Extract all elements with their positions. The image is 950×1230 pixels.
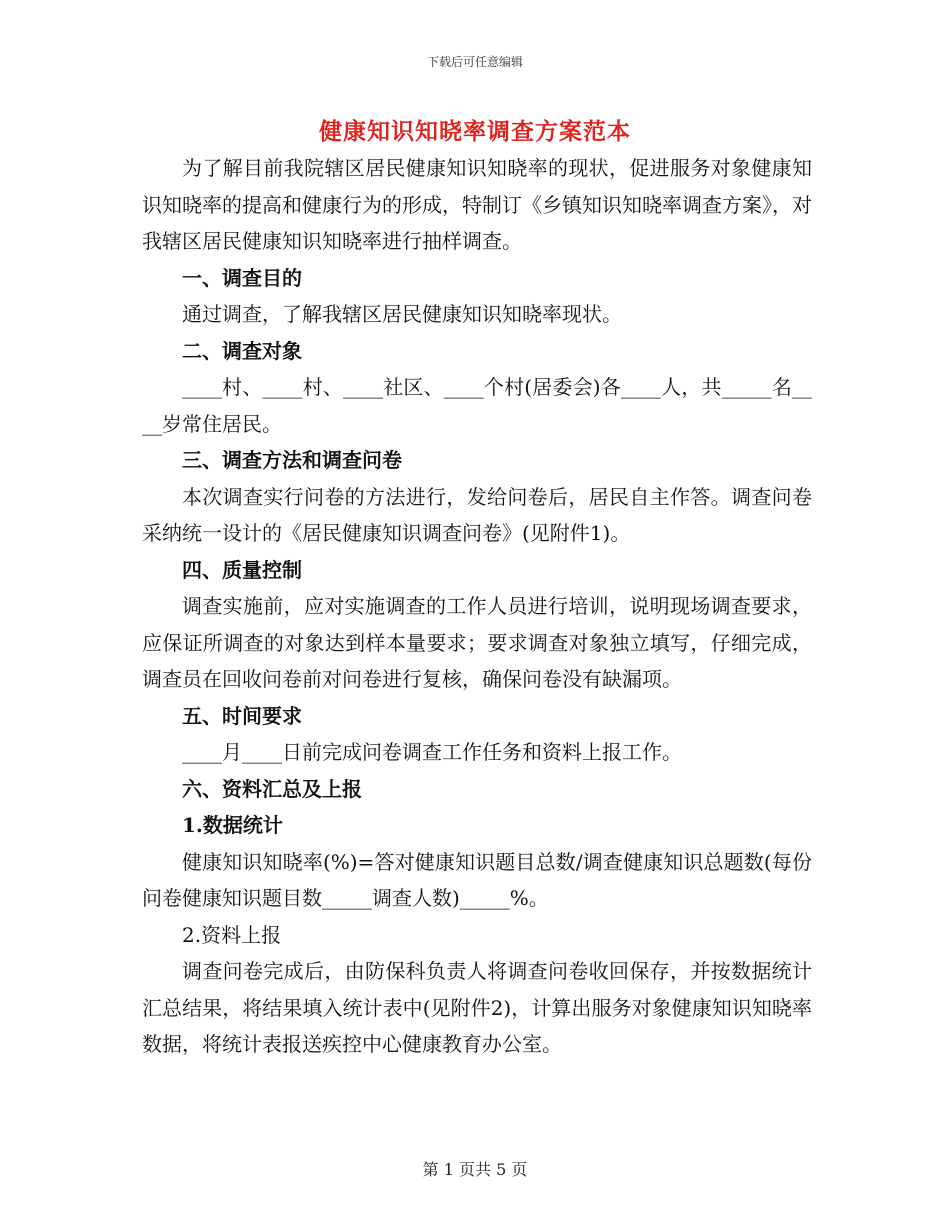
section-heading-summary: 六、资料汇总及上报 <box>182 776 362 801</box>
subsection-heading-statistics: 1.数据统计 <box>182 813 283 837</box>
section-text-quality: 调查实施前，应对实施调查的工作人员进行培训，说明现场调查要求，应保证所调查的对象达到样本量要求；要求调查对象独立填写，仔细完成，调查员在回收问卷前对问卷进行复核，确保问卷没有缺漏项。 <box>142 594 812 691</box>
intro-paragraph: 为了解目前我院辖区居民健康知识知晓率的现状，促进服务对象健康知识知晓率的提高和健康行为的形成，特制订《乡镇知识知晓率调查方案》，对我辖区居民健康知识知晓率进行抽样调查。 <box>142 156 812 253</box>
section-text-subjects: ____村、____村、____社区、____个村(居委会)各____人，共_____名____岁常住居民。 <box>142 375 812 436</box>
header-note: 下载后可任意编辑 <box>426 55 523 69</box>
section-text-purpose: 通过调查，了解我辖区居民健康知识知晓率现状。 <box>182 302 622 326</box>
page-number: 第 1 页共 5 页 <box>422 1160 528 1179</box>
section-heading-time: 五、时间要求 <box>182 703 302 728</box>
section-heading-purpose: 一、调查目的 <box>182 265 302 290</box>
document-title: 健康知识知晓率调查方案范本 <box>319 118 631 145</box>
section-text-time: ____月____日前完成问卷调查工作任务和资料上报工作。 <box>182 740 682 764</box>
section-text-method: 本次调查实行问卷的方法进行，发给问卷后，居民自主作答。调查问卷采纳统一设计的《居民健康知识调查问卷》(见附件1)。 <box>142 484 812 545</box>
section-heading-quality: 四、质量控制 <box>182 557 302 582</box>
subsection-text-report: 调查问卷完成后，由防保科负责人将调查问卷收回保存，并按数据统计汇总结果，将结果填入统计表中(见附件2)，计算出服务对象健康知识知晓率数据，将统计表报送疾控中心健康教育办公室。 <box>142 959 812 1056</box>
section-heading-method: 三、调查方法和调查问卷 <box>182 448 402 472</box>
subsection-text-statistics: 健康知识知晓率(%)=答对健康知识题目总数/调查健康知识总题数(每份问卷健康知识题目数_____调查人数)_____%。 <box>142 849 812 910</box>
subsection-heading-report: 2.资料上报 <box>182 922 282 947</box>
document-body <box>142 150 812 1063</box>
section-heading-subjects: 二、调查对象 <box>182 338 302 363</box>
